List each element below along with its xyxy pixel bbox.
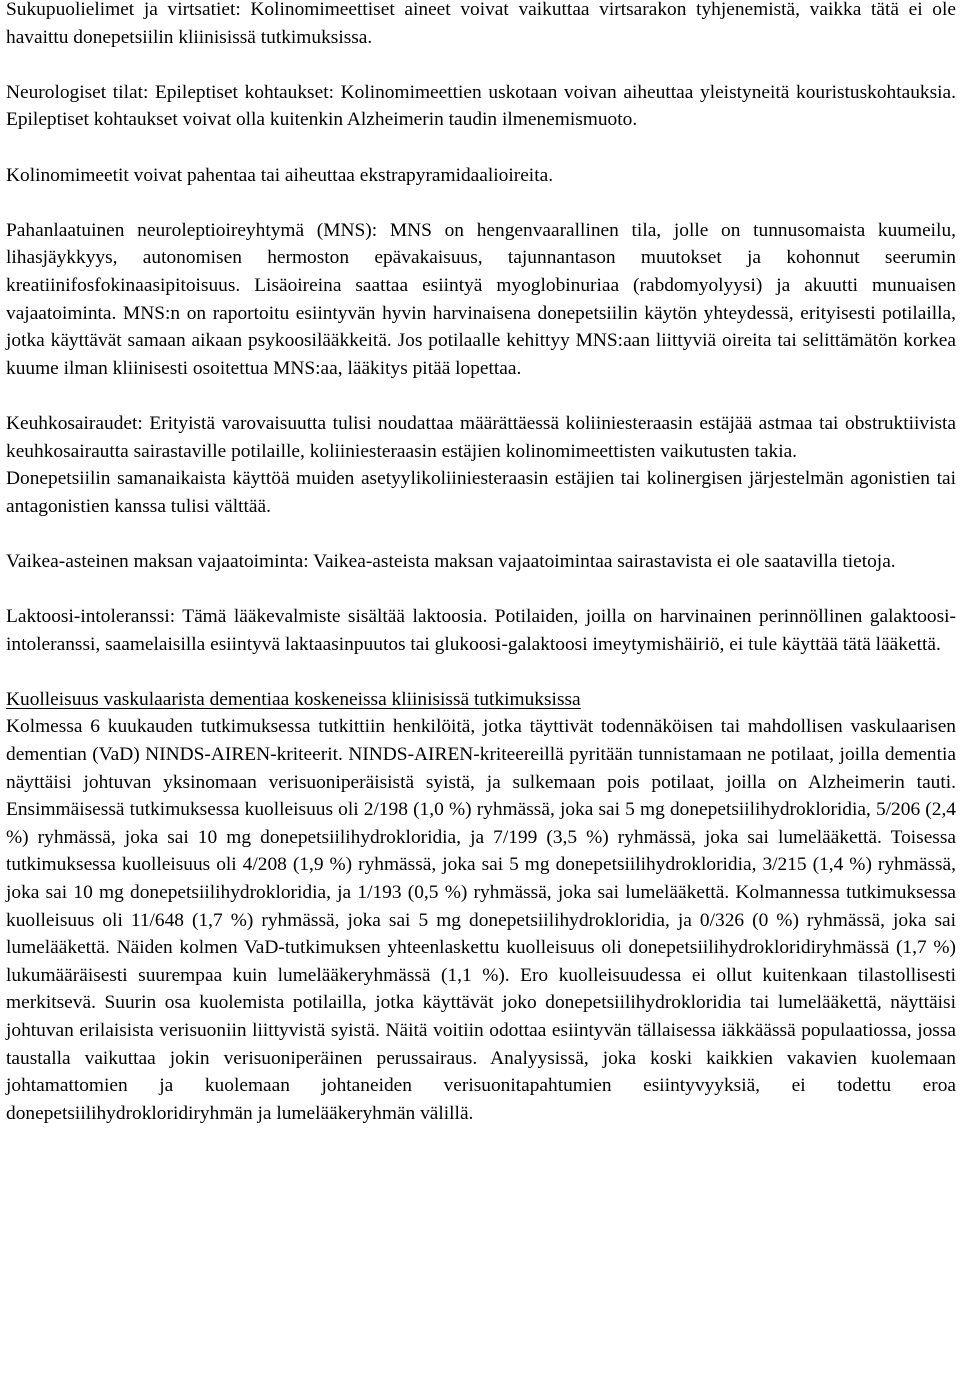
paragraph-hepatic-impairment: Vaikea-asteinen maksan vajaatoiminta: Vaikea-asteista maksan vajaatoimintaa sairastavista ei ole saatavilla tietoja.	[6, 550, 896, 572]
paragraph-gap	[6, 382, 956, 410]
paragraph-nms: Pahanlaatuinen neuroleptioireyhtymä (MNS): MNS on hengenvaarallinen tila, jolle on tunnusomaista kuumeilu, lihasjäykkyys, autonomisen hermoston epävakaisuus, tajunnantason muutokset ja kohonnut seerumin kreatiinifosfokinaasipitoisuus. Lisäoireina saattaa esiintyä myoglobinuriaa (rabdomyolyysi) ja akuutti munuaisen vajaatoiminta. MNS:n on raportoitu esiintyvän hyvin harvinaisena donepetsiilin käytön yhteydessä, erityisesti potilailla, jotka käyttävät samaan aikaan psykoosilääkkeitä. Jos potilaalle kehittyy MNS:aan liittyviä oireita tai selittämätön korkea kuume ilman kliinisesti osoitettua MNS:aa, lääkitys pitää lopettaa.	[6, 219, 956, 379]
paragraph-gap	[6, 520, 956, 548]
section-heading-mortality: Kuolleisuus vaskulaarista dementiaa koskeneissa kliinisissä tutkimuksissa	[6, 688, 581, 710]
paragraph-mortality-studies: Kolmessa 6 kuukauden tutkimuksessa tutkittiin henkilöitä, jotka täyttivät todennäköisen tai mahdollisen vaskulaarisen dementian (VaD) NINDS-AIREN-kriteerit. NINDS-AIREN-kriteereillä pyritään tunnistamaan ne potilaat, joilla dementia näyttäisi johtuvan yksinomaan verisuoniperäisistä syistä, ja sulkemaan pois potilaat, joilla on Alzheimerin tauti. Ensimmäisessä tutkimuksessa kuolleisuus oli 2/198 (1,0 %) ryhmässä, joka sai 5 mg donepetsiilihydrokloridia, 5/206 (2,4 %) ryhmässä, joka sai 10 mg donepetsiilihydrokloridia, ja 7/199 (3,5 %) ryhmässä, joka sai lumelääkettä. Toisessa tutkimuksessa kuolleisuus oli 4/208 (1,9 %) ryhmässä, joka sai 5 mg donepetsiilihydrokloridia, 3/215 (1,4 %) ryhmässä, joka sai 10 mg donepetsiilihydrokloridia, ja 1/193 (0,5 %) ryhmässä, joka sai lumelääkettä. Kolmannessa tutkimuksessa kuolleisuus oli 11/648 (1,7 %) ryhmässä, joka sai 5 mg donepetsiilihydrokloridia, ja 0/326 (0 %) ryhmässä, joka sai lumelääkettä. Näiden kolmen VaD-tutkimuksen yhteenlaskettu kuolleisuus oli donepetsiilihydrokloridiryhmässä (1,7 %) lukumääräisesti suurempaa kuin lumelääkeryhmässä (1,1 %). Ero kuolleisuudessa ei ollut kuitenkaan tilastollisesti merkitsevä. Suurin osa kuolemista potilailla, jotka käyttävät joko donepetsiilihydrokloridia tai lumelääkettä, näyttäisi johtuvan erilaisista verisuoniin liittyvistä syistä. Näitä voitiin odottaa esiintyvän tällaisessa iäkkäässä populaatiossa, jossa taustalla vaikuttaa jokin verisuoniperäinen perussairaus. Analyysissä, joka koski kaikkien vakavien kuolemaan johtamattomien ja kuolemaan johtaneiden verisuonitapahtumien esiintyvyyksiä, ei todettu eroa donepetsiilihydrokloridiryhmän ja lumelääkeryhmän välillä.	[6, 716, 956, 1124]
paragraph-gap	[6, 658, 956, 686]
paragraph-pulmonary: Keuhkosairaudet: Erityistä varovaisuutta tulisi noudattaa määrättäessä koliiniesteraasin estäjää astmaa tai obstruktiivista keuhkosairautta sairastaville potilaille, koliiniesteraasin estäjien kolinomimeettisten vaikutusten takia.	[6, 412, 956, 462]
paragraph-gap	[6, 189, 956, 217]
paragraph-concomitant-use: Donepetsiilin samanaikaista käyttöä muiden asetyylikoliiniesteraasin estäjien tai kolinergisen järjestelmän agonistien tai antagonistien kanssa tulisi välttää.	[6, 468, 956, 517]
document-page	[6, 0, 956, 1127]
paragraph-gap	[6, 51, 956, 79]
paragraph-gap	[6, 134, 956, 162]
paragraph-neurological: Neurologiset tilat: Epileptiset kohtaukset: Kolinomimeettien uskotaan voivan aiheuttaa yleistyneitä kouristuskohtauksia. Epileptiset kohtaukset voivat olla kuitenkin Alzheimerin taudin ilmenemismuoto.	[6, 81, 956, 131]
paragraph-urogenital: Sukupuolielimet ja virtsatiet: Kolinomimeettiset aineet voivat vaikuttaa virtsarakon tyhjenemistä, vaikka tätä ei ole havaittu donepetsiilin kliinisissä tutkimuksissa.	[6, 0, 956, 48]
paragraph-gap	[6, 575, 956, 603]
paragraph-extrapyramidal: Kolinomimeetit voivat pahentaa tai aiheuttaa ekstrapyramidaalioireita.	[6, 164, 554, 186]
paragraph-lactose: Laktoosi-intoleranssi: Tämä lääkevalmiste sisältää laktoosia. Potilaiden, joilla on harvinainen perinnöllinen galaktoosi-intoleranssi, saamelaisilla esiintyvä laktaasinpuutos tai glukoosi-galaktoosi imeytymishäiriö, ei tule käyttää tätä lääkettä.	[6, 606, 956, 655]
